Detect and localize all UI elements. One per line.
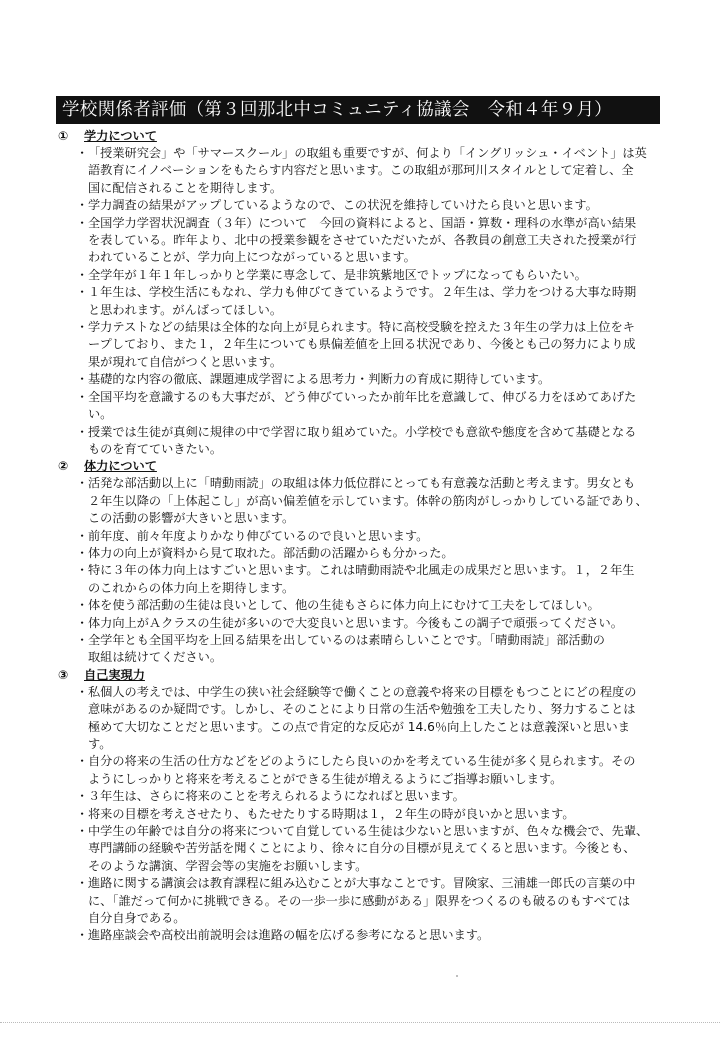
list-item [58,528,662,545]
bullet-mark: ・ [76,320,89,335]
item-text: 進路座談会や高校出前説明会は進路の幅を広げる参考になると思います。 [88,928,490,943]
list-item [58,284,662,319]
section-number: ① [58,129,69,143]
item-text: 進路に関する講演会は教育課程に組み込むことが大事なことです。冒険家、三浦雄一郎氏の言葉の中 に、「誰だって何かに挑戦できる。その一歩一歩に感動がある」限界をつくるのも破るのもすべては 自分自身である。 [88,876,636,926]
list-item [58,424,662,459]
item-text: 将来の目標を考えさせたり、もたせたりする時期は１，２年生の時が良いかと思います。 [88,806,575,821]
item-text: 私個人の考えでは、中学生の狭い社会経験等で働くことの意義や将来の目標をもつことにどの程度の 意味があるのか疑問です。しかし、そのことにより日常の生活や勉強を工夫したり、努力することは 極めて大切なことだと思います。この点で肯定的な反応が 14.6％向上したことは意義深いと思いま す。 [88,684,637,751]
list-item [58,197,662,214]
list-item [58,562,662,597]
section-heading [58,458,662,475]
bullet-mark: ・ [76,824,89,839]
list-item [58,615,662,632]
item-text: 前年度、前々年度よりかなり伸びているので良いと思います。 [88,528,429,543]
item-text: 授業では生徒が真剣に規律の中で学習に取り組めていた。小学校でも意欲や態度を含めて基礎となる ものを育てていきたい。 [88,424,637,456]
bullet-mark: ・ [76,598,89,613]
section-title: 自己実現力 [84,667,145,682]
bullet-mark: ・ [76,267,89,282]
item-text: 活発な部活動以上に「晴動雨読」の取組は体力低位群にとっても有意義な活動と考えます。男女とも ２年生以降の「上体起こし」が高い偏差値を示しています。体幹の筋肉がしっかりしている証であり、 この活動の影響が大きいと思います。 [88,476,648,526]
bullet-mark: ・ [76,632,89,647]
bullet-mark: ・ [76,615,89,630]
item-text: 学力テストなどの結果は全体的な向上が見られます。特に高校受験を控えた３年生の学力は上位をキ ープしており、また１，２年生についても県偏差値を上回る状況であり、今後とも己の努力により成 果が現れて自信がつくと思います。 [88,320,636,369]
section-number: ② [58,459,69,474]
list-item [58,753,662,788]
list-item [58,371,662,388]
item-text: 体を使う部活動の生徒は良いとして、他の生徒もさらに体力向上にむけて工夫をしてほしい。 [88,598,600,613]
item-text: 全国学力学習状況調査（３年）について 今回の資料によると、国語・算数・理科の水準が高い結果 を表している。昨年より、北中の授業参観をさせていただいたが、各教員の創意工夫された授業が行 われていることが、学力向上につながっていると思います。 [88,215,637,265]
bullet-mark: ・ [76,476,89,491]
bullet-mark: ・ [76,372,89,387]
list-item [58,788,662,805]
bullet-mark: ・ [76,876,89,891]
bullet-mark: ・ [76,285,89,300]
item-text: 全国平均を意識するのも大事だが、どう伸びていったか前年比を意識して、伸びる力をほめてあげた い。 [88,389,637,422]
list-item [58,597,662,614]
section-heading [58,128,662,145]
bullet-mark: ・ [76,806,89,821]
evaluation-content [58,128,662,945]
bullet-mark: ・ [76,389,89,404]
list-item [58,389,662,424]
item-text: 全学年が１年１年しっかりと学業に専念して、是非筑紫地区でトップになってもらいたい。 [88,267,587,282]
list-item [58,475,662,527]
list-item [58,823,662,875]
list-item [58,267,662,284]
list-item [58,215,662,267]
list-item [58,875,662,927]
section-heading [58,667,662,684]
scan-speck [456,975,458,977]
list-item [58,319,662,371]
bullet-mark: ・ [76,754,89,769]
item-text: 特に３年の体力向上はすごいと思います。これは晴動雨読や北風走の成果だと思います。１，２年生 のこれからの体力向上を期待します。 [88,563,635,595]
bullet-mark: ・ [76,789,89,804]
bullet-mark: ・ [76,528,89,543]
item-text: 体力向上がＡクラスの生徒が多いので大変良いと思います。今後もこの調子で頑張ってください。 [88,615,623,630]
section-title: 体力について [84,459,157,474]
list-item [58,632,662,667]
item-text: 基礎的な内容の徹底、課題連成学習による思考力・判断力の育成に期待しています。 [88,372,551,387]
item-text: 自分の将来の生活の仕方などをどのようにしたら良いのかを考えている生徒が多く見られます。その ようにしっかりと将来を考えることができる生徒が増えるようにご指導お願いします。 [88,754,636,786]
bullet-mark: ・ [76,545,89,560]
bullet-mark: ・ [76,563,89,578]
item-text: 全学年とも全国平均を上回る結果を出しているのは素晴らしいことです。「晴動雨読」部活動の 取組は続けてください。 [88,632,605,665]
bullet-mark: ・ [76,424,89,439]
bullet-mark: ・ [76,198,89,213]
list-item [58,545,662,562]
list-item [58,806,662,823]
item-text: 中学生の年齢では自分の将来について自覚している生徒は少ないと思いますが、色々な機会で、先輩、 専門講師の経験や苦労話を聞くことにより、徐々に自分の目標が見えてくると思います。今後とも、 そのような講演、学習会等の実施をお願いします。 [88,824,649,873]
page-title: 学校関係者評価（第３回那北中コミュニティ協議会 令和４年９月） [56,96,660,124]
scan-edge-line [0,1022,720,1023]
item-text: 「授業研究会」や「サマースクール」の取組も重要ですが、何より「イングリッシュ・イベント」は英 語教育にイノベーションをもたらす内容だと思います。この取組が那珂川スタイルとして定着し、全 国に配信されることを期待します。 [88,146,647,195]
bullet-mark: ・ [76,146,89,160]
list-item [58,145,662,197]
list-item [58,927,662,944]
section-title: 学力について [84,129,157,143]
bullet-mark: ・ [76,684,89,699]
bullet-mark: ・ [76,928,89,943]
item-text: 体力の向上が資料から見て取れた。部活動の活躍からも分かった。 [88,545,454,560]
list-item [58,684,662,754]
item-text: ３年生は、さらに将来のことを考えられるようになればと思います。 [88,789,465,804]
item-text: １年生は、学校生活にもなれ、学力も伸びてきているようです。２年生は、学力をつける大事な時期 と思われます。がんばってほしい。 [88,285,637,317]
item-text: 学力調査の結果がアップしているようなので、この状況を維持していけたら良いと思います。 [88,198,598,213]
bullet-mark: ・ [76,215,89,230]
section-number: ③ [58,667,69,682]
